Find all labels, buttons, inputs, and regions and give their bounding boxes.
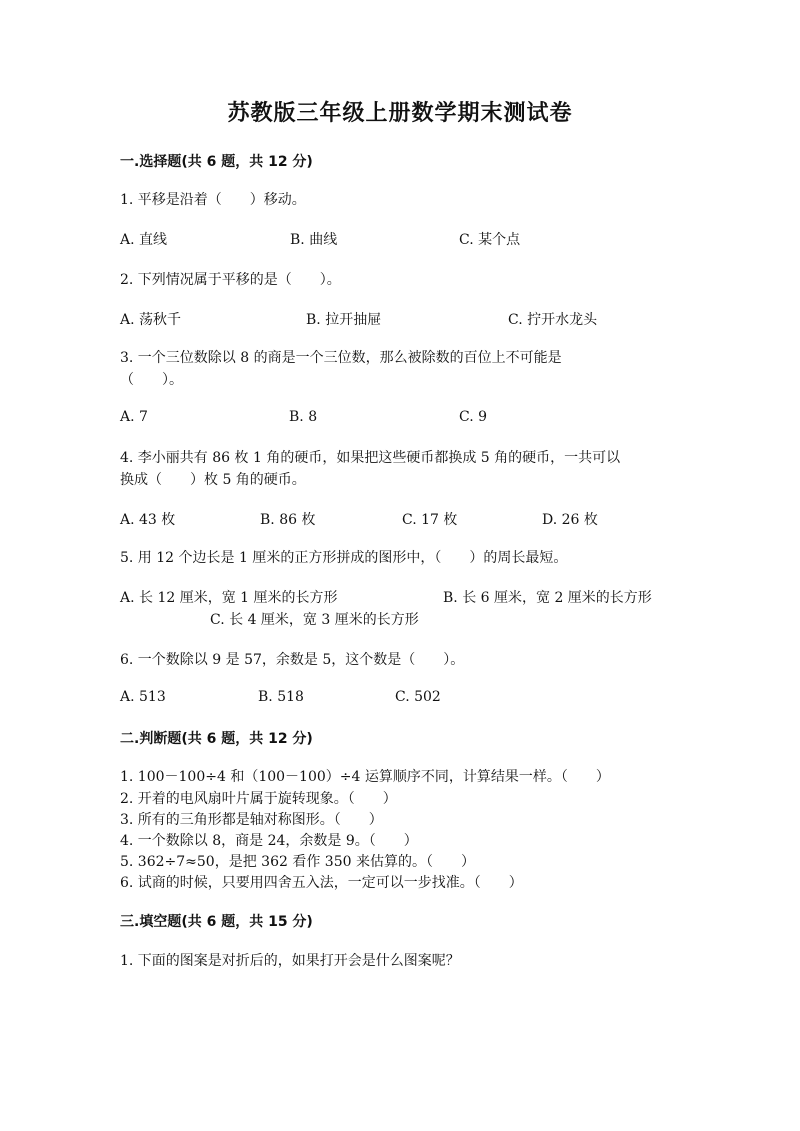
q1-option-c: C. 某个点 [459,232,521,248]
q4-option-c: C. 17 枚 [402,512,458,528]
q5-option-a: A. 长 12 厘米，宽 1 厘米的长方形 [120,590,338,606]
q2-option-a: A. 荡秋千 [120,312,182,328]
q1-option-b: B. 曲线 [290,232,338,248]
q3-stem-line2: （ ）。 [120,372,183,388]
q4-option-b: B. 86 枚 [260,512,316,528]
q1-stem: 1. 平移是沿着（ ）移动。 [120,192,306,208]
q6-option-b: B. 518 [258,689,304,705]
q6-option-c: C. 502 [395,689,441,705]
q2-option-b: B. 拉开抽屉 [306,312,382,328]
q4-option-d: D. 26 枚 [542,512,598,528]
q5-option-c: C. 长 4 厘米，宽 3 厘米的长方形 [210,612,419,628]
q3-stem-line1: 3. 一个三位数除以 8 的商是一个三位数，那么被除数的百位上不可能是 [120,350,562,366]
judge-item-3: 3. 所有的三角形都是轴对称图形。（ ） [120,812,383,828]
q5-stem: 5. 用 12 个边长是 1 厘米的正方形拼成的图形中，（ ）的周长最短。 [120,550,568,566]
q2-option-c: C. 拧开水龙头 [508,312,598,328]
judge-item-4: 4. 一个数除以 8，商是 24，余数是 9。（ ） [120,833,418,849]
q4-stem-line1: 4. 李小丽共有 86 枚 1 角的硬币，如果把这些硬币都换成 5 角的硬币，一共可以 [120,450,621,466]
judge-item-5: 5. 362÷7≈50，是把 362 看作 350 来估算的。（ ） [120,854,475,870]
q6-option-a: A. 513 [120,689,166,705]
q6-stem: 6. 一个数除以 9 是 57，余数是 5，这个数是（ ）。 [120,652,465,668]
judge-item-6: 6. 试商的时候，只要用四舍五入法，一定可以一步找准。（ ） [120,875,523,891]
q3-option-c: C. 9 [459,409,488,425]
q3-option-a: A. 7 [120,409,148,425]
fill-q1-stem: 1. 下面的图案是对折后的，如果打开会是什么图案呢？ [120,953,460,969]
q5-option-b: B. 长 6 厘米，宽 2 厘米的长方形 [443,590,652,606]
judge-item-1: 1. 100－100÷4 和（100－100）÷4 运算顺序不同，计算结果一样。（ ） [120,769,610,785]
judge-item-2: 2. 开着的电风扇叶片属于旋转现象。（ ） [120,791,397,807]
q3-option-b: B. 8 [289,409,318,425]
q1-option-a: A. 直线 [120,232,168,248]
q2-stem: 2. 下列情况属于平移的是（ ）。 [120,272,341,288]
page-title: 苏教版三年级上册数学期末测试卷 [227,100,573,126]
section-3-heading: 三.填空题(共 6 题，共 15 分) [120,914,313,930]
section-1-heading: 一.选择题(共 6 题，共 12 分) [120,154,313,170]
section-2-heading: 二.判断题(共 6 题，共 12 分) [120,731,313,747]
q4-stem-line2: 换成（ ）枚 5 角的硬币。 [120,472,306,488]
q4-option-a: A. 43 枚 [120,512,176,528]
